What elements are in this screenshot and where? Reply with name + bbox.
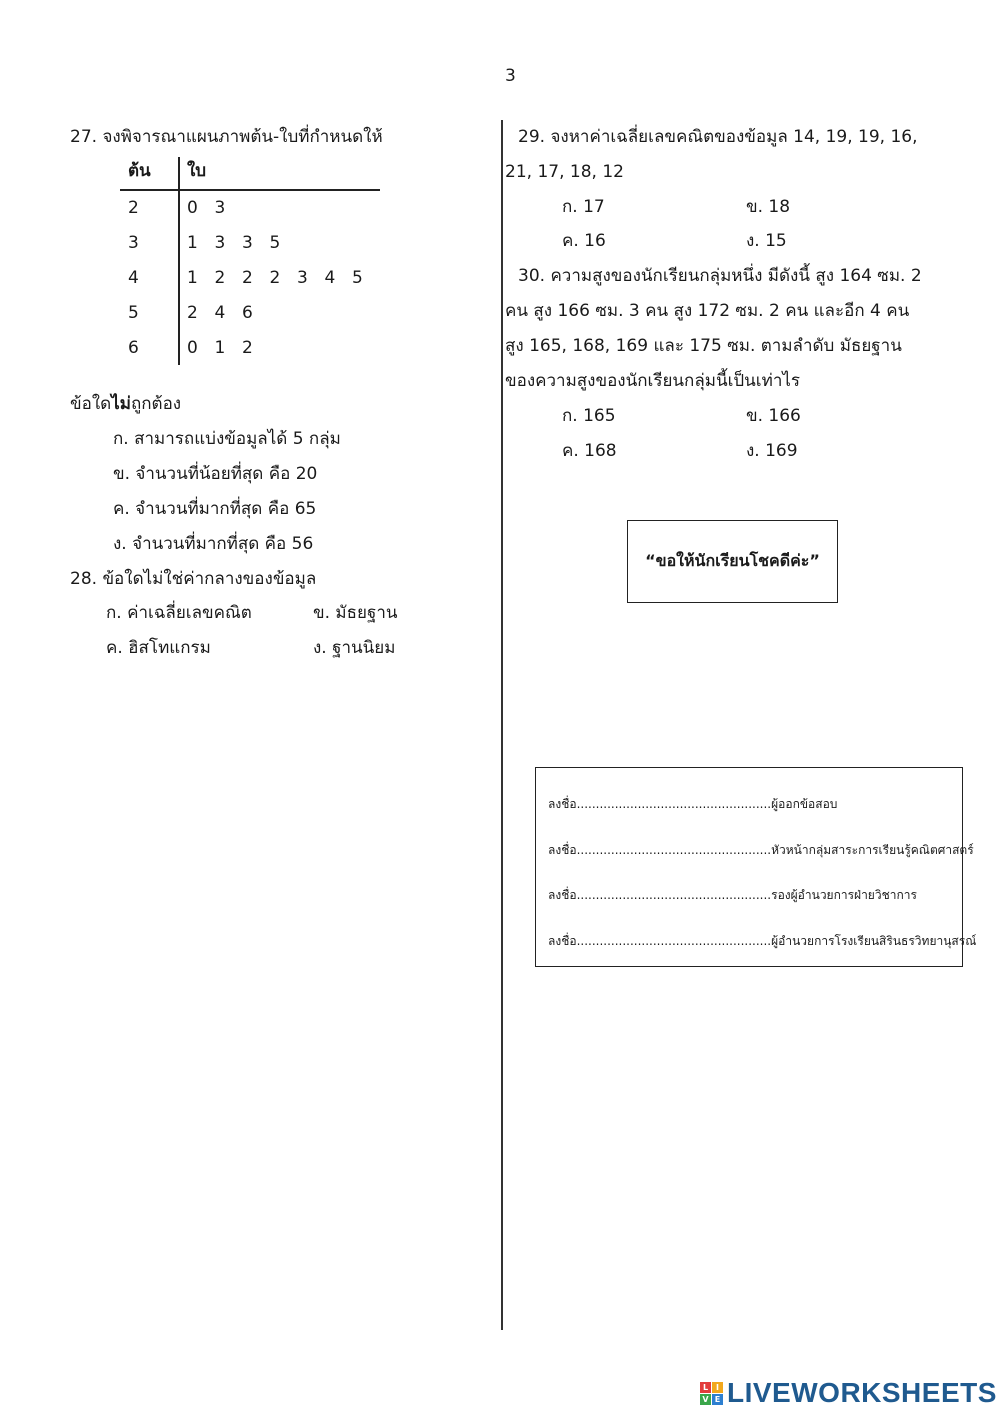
signature-role: ผู้อำนวยการโรงเรียนสิรินธรวิทยานุสรณ์ xyxy=(771,934,977,948)
signature-dots: ................................................... xyxy=(576,843,772,857)
signature-row xyxy=(548,795,837,814)
q27-question-emph: ไม่ xyxy=(111,394,131,414)
leaf-values xyxy=(187,270,380,287)
q30-line-1: 30. ความสูงของนักเรียนกลุ่มหนึ่ง มีดังนี้ สูง 164 ซม. 2 xyxy=(518,266,922,286)
leaf-value: 6 xyxy=(242,303,253,323)
q28-prompt: 28. ข้อใดไม่ใช่ค่ากลางของข้อมูล xyxy=(70,569,317,589)
leaf-header: ใบ xyxy=(187,161,207,181)
q29-choice-b[interactable]: ข. 18 xyxy=(746,197,791,217)
leaf-value: 1 xyxy=(214,338,226,358)
live-logo-icon xyxy=(700,1382,723,1405)
logo-letter: I xyxy=(712,1382,723,1393)
liveworksheets-logo[interactable] xyxy=(700,1378,997,1408)
logo-text: LIVEWORKSHEETS xyxy=(727,1377,997,1408)
leaf-value: 3 xyxy=(242,233,253,253)
logo-letter: V xyxy=(700,1394,711,1405)
leaf-value: 5 xyxy=(352,268,363,288)
leaf-value: 0 xyxy=(187,338,198,358)
leaf-values xyxy=(187,305,270,322)
q27-choice-d[interactable]: ง. จำนวนที่มากที่สุด คือ 56 xyxy=(113,534,314,554)
leaf-value: 2 xyxy=(242,268,253,288)
leaf-value: 1 xyxy=(187,268,198,288)
q29-choice-a[interactable]: ก. 17 xyxy=(562,197,605,217)
signature-dots: ................................................... xyxy=(576,934,772,948)
stem-value: 2 xyxy=(128,198,139,218)
column-divider xyxy=(501,120,503,1330)
q30-line-3: สูง 165, 168, 169 และ 175 ซม. ตามลำดับ มัธยฐาน xyxy=(505,336,902,356)
logo-letter: L xyxy=(700,1382,711,1393)
signature-label: ลงชื่อ xyxy=(548,888,577,902)
leaf-value: 3 xyxy=(214,198,226,218)
motto-text: “ขอให้นักเรียนโชคดีค่ะ” xyxy=(645,551,820,570)
stem-value: 6 xyxy=(128,338,139,358)
signature-row xyxy=(548,932,976,951)
signature-role: หัวหน้ากลุ่มสาระการเรียนรู้คณิตศาสตร์ xyxy=(771,843,974,857)
q28-choice-d[interactable]: ง. ฐานนิยม xyxy=(313,638,396,658)
signature-role: ผู้ออกข้อสอบ xyxy=(771,797,838,811)
page-number: 3 xyxy=(505,66,516,86)
q29-choice-c[interactable]: ค. 16 xyxy=(562,231,606,251)
q30-choice-b[interactable]: ข. 166 xyxy=(746,406,801,426)
q30-choice-a[interactable]: ก. 165 xyxy=(562,406,616,426)
stem-value: 4 xyxy=(128,268,139,288)
leaf-value: 3 xyxy=(214,233,226,253)
leaf-value: 2 xyxy=(214,268,226,288)
leaf-values xyxy=(187,200,242,217)
q29-line-1: 29. จงหาค่าเฉลี่ยเลขคณิตของข้อมูล 14, 19, 19, 16, xyxy=(518,127,918,147)
stem-leaf-header-line xyxy=(120,189,380,191)
leaf-values xyxy=(187,235,297,252)
leaf-value: 1 xyxy=(187,233,198,253)
q27-choice-c[interactable]: ค. จำนวนที่มากที่สุด คือ 65 xyxy=(113,499,317,519)
leaf-value: 5 xyxy=(269,233,281,253)
signature-dots: ................................................... xyxy=(576,888,772,902)
q27-question-suffix: ถูกต้อง xyxy=(130,394,182,414)
signature-label: ลงชื่อ xyxy=(548,797,577,811)
q28-choice-c[interactable]: ค. ฮิสโทแกรม xyxy=(106,638,211,658)
signature-label: ลงชื่อ xyxy=(548,843,577,857)
q27-question xyxy=(70,396,181,413)
leaf-values xyxy=(187,340,270,357)
stem-value: 3 xyxy=(128,233,139,253)
q27-question-prefix: ข้อใด xyxy=(70,394,112,414)
leaf-value: 0 xyxy=(187,198,198,218)
q27-choice-b[interactable]: ข. จำนวนที่น้อยที่สุด คือ 20 xyxy=(113,464,318,484)
q29-line-2: 21, 17, 18, 12 xyxy=(505,162,624,182)
motto-box xyxy=(627,520,838,603)
leaf-value: 2 xyxy=(187,303,198,323)
signature-row xyxy=(548,841,974,860)
q28-choice-a[interactable]: ก. ค่าเฉลี่ยเลขคณิต xyxy=(106,603,252,623)
leaf-value: 4 xyxy=(324,268,336,288)
signature-label: ลงชื่อ xyxy=(548,934,577,948)
q28-choice-b[interactable]: ข. มัธยฐาน xyxy=(313,603,398,623)
leaf-value: 4 xyxy=(214,303,226,323)
q30-choice-c[interactable]: ค. 168 xyxy=(562,441,617,461)
q30-line-2: คน สูง 166 ซม. 3 คน สูง 172 ซม. 2 คน และอีก 4 คน xyxy=(505,301,910,321)
leaf-value: 3 xyxy=(297,268,308,288)
q27-prompt: 27. จงพิจารณาแผนภาพต้น-ใบที่กำหนดให้ xyxy=(70,127,383,147)
q30-line-4: ของความสูงของนักเรียนกลุ่มนี้เป็นเท่าไร xyxy=(505,371,801,391)
stem-header: ต้น xyxy=(128,161,151,181)
logo-letter: E xyxy=(712,1394,723,1405)
q30-choice-d[interactable]: ง. 169 xyxy=(746,441,798,461)
leaf-value: 2 xyxy=(242,338,253,358)
signature-dots: ................................................... xyxy=(576,797,772,811)
signature-row xyxy=(548,886,917,905)
q29-choice-d[interactable]: ง. 15 xyxy=(746,231,787,251)
signature-box xyxy=(535,767,977,967)
signature-role: รองผู้อำนวยการฝ่ายวิชาการ xyxy=(771,888,917,902)
q27-choice-a[interactable]: ก. สามารถแบ่งข้อมูลได้ 5 กลุ่ม xyxy=(113,429,341,449)
stem-value: 5 xyxy=(128,303,139,323)
leaf-value: 2 xyxy=(269,268,281,288)
